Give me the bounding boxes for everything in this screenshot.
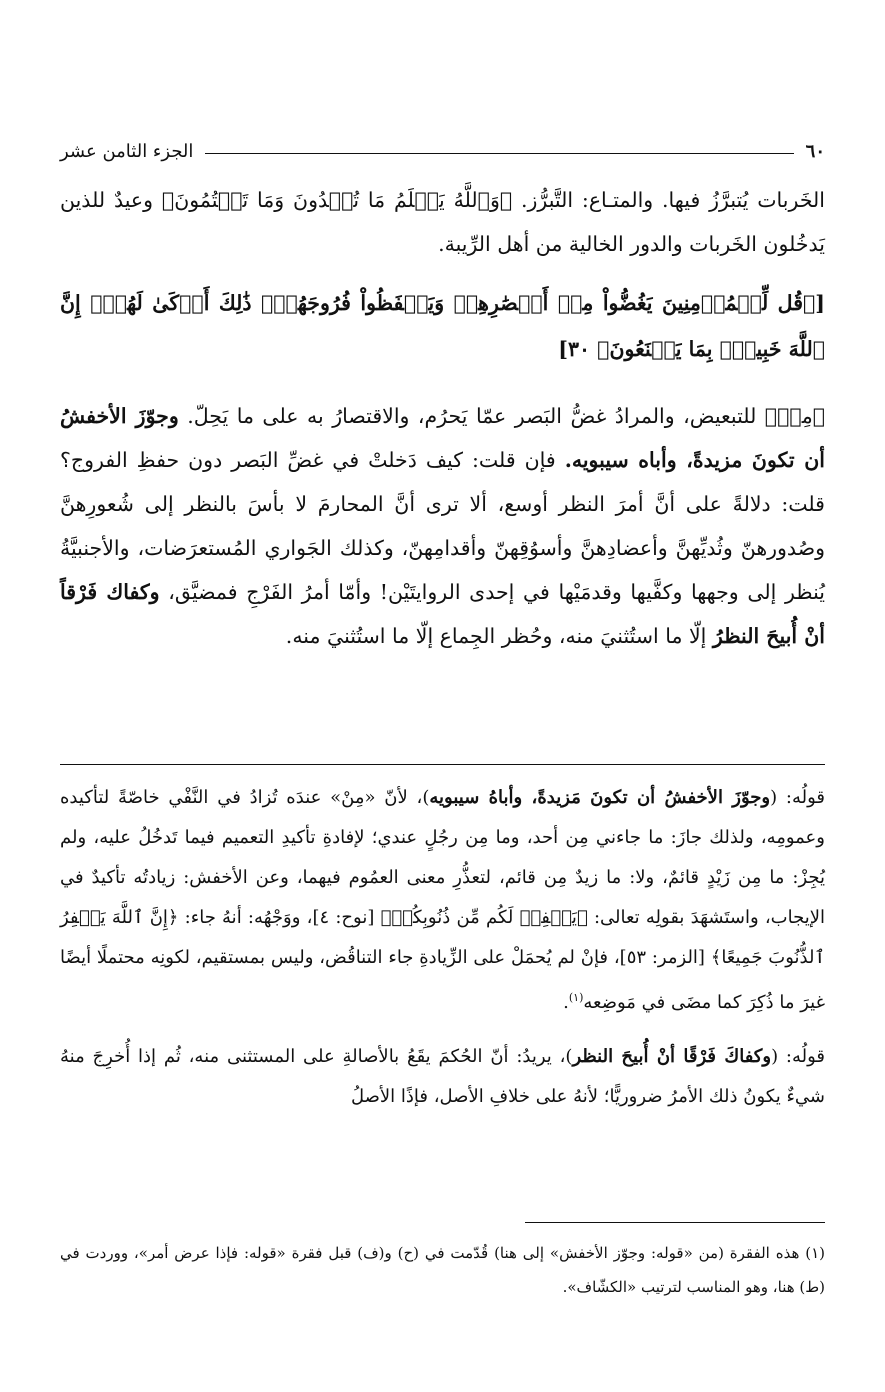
footnote-ref[interactable]: (١) — [568, 991, 584, 1004]
paragraph-1: الخَربات يُتبرَّزُ فيها. والمتـاع: التَّبرُّز. ﴿وَٱللَّهُ يَعۡلَمُ مَا تُبۡدُونَ وَمَا تَكۡتُمُونَ﴾ وعيدٌ للذين يَدخُلون الخَربات والدور الخالية من أهل الرِّيبة. — [60, 188, 825, 256]
p3-bold-2: وكفاك فَرْقاً أنْ أُبيحَ النظرُ — [60, 580, 825, 648]
p3-text-c: إلّا ما استُثنيَ منه، وحُظر الجِماع إلّا ما استُثنيَ منه. — [285, 624, 707, 648]
paragraph-3 — [60, 394, 825, 658]
part-title: الجزء الثامن عشر — [60, 140, 194, 162]
c1-open: قولُه: ( — [770, 787, 825, 808]
c1-body: )، لأنّ «مِنْ» عندَه تُزادُ في النَّفْي خاصّةً لتأكيده وعمومِه، ولذلك جازَ: ما جاءني مِن أحد، وما مِن رجُلٍ عندي؛ لإفادةِ تأكيدِ التعميم فيما تَدخُلُ عليه، ولم يُجِزْ: ما مِن زَيْدٍ قائمٌ، ولا: ما زيدٌ مِن قائم، لتعذُّرِ معنى العمُوم فيهما، وعن الأخفش: زيادتُه تأكيدٌ في الإيجاب، واستَشهَدَ بقولِه تعالى: ﴿يَغۡفِرۡ لَكُم مِّن ذُنُوبِكُمۡ﴾ [نوح: ٤]، ووَجْهُه: أنهُ جاء: ﴿إِنَّ ٱللَّهَ يَغۡفِرُ ٱلذُّنُوبَ جَمِيعًا﴾ [الزمر: ٥٣]، فإنْ لم يُحمَلْ على الزِّيادةِ جاء التناقُض، وليس بمستقيم، لكونِه محتملًا أيضًا غيرَ ما ذُكِرَ كما مضَى في مَوضِعه — [60, 787, 826, 1013]
p3-bold-1: وجوّزَ الأخفشُ أن تكونَ مزيدةً، وأباه سيبويه. — [60, 404, 825, 472]
footnote-text: (١) هذه الفقرة (من «قوله: وجوّز الأخفش» إلى هنا) قُدّمت في (ح) و(ف) قبل فقرة «قوله: فإذا عرض أمر»، ووردت في (ط) هنا، وهو المناسب لترتيب «الكشّاف». — [60, 1244, 825, 1296]
running-header — [60, 136, 825, 166]
quran-verse: [﴿قُل لِّلۡمُؤۡمِنِينَ يَغُضُّواْ مِنۡ أَبۡصَٰرِهِمۡ وَيَحۡفَظُواْ فُرُوجَهُمۡۚ ذَٰلِكَ أَزۡكَىٰ لَهُمۡۚ إِنَّ ٱللَّهَ خَبِيرُۢ بِمَا يَصۡنَعُونَ﴾ ٣٠] — [60, 291, 825, 361]
p3-text-b: فإن قلت: كيف دَخلتْ في غضِّ البَصر دون حفظِ الفروج؟ قلت: دلالةً على أنَّ أمرَ النظر أوسع، ألا ترى أنَّ المحارمَ لا بأسَ بالنظر إلى شُعورِهنَّ وصُدورهنّ وثُديِّهنَّ وأعضادِهنَّ وأسوُقِهنّ وأقدامِهنّ، وكذلك الجَواري المُستعرَضات، والأجنبيَّةُ يُنظر إلى وجهها وكفَّيها وقدمَيْها في إحدى الروايتَيْن! وأمّا أمرُ الفَرْجِ فمضيَّق، — [60, 448, 826, 604]
c2-body: )، يريدُ: أنّ الحُكمَ يقَعُ بالأصالةِ على المستثنى منه، ثُم إذا أُخرِجَ منهُ شيءٌ يكونُ ذلك الأمرُ ضروريًّا؛ لأنهُ على خلافِ الأصل، فإذًا الأصلُ — [60, 1046, 825, 1107]
c1-end: . — [563, 992, 569, 1013]
book-page — [60, 0, 825, 1392]
commentary — [60, 778, 825, 1117]
p3-text-a: ﴿مِنۡ﴾ للتبعيض، والمرادُ غضُّ البَصر عمّا يَحرُم، والاقتصارُ به على ما يَحِلّ. — [187, 404, 825, 428]
page-number: ٦٠ — [805, 140, 825, 162]
commentary-1 — [60, 778, 825, 1023]
commentary-2 — [60, 1037, 825, 1117]
commentary-separator — [60, 764, 825, 765]
c2-open: قولُه: ( — [771, 1046, 825, 1067]
footnote — [60, 1236, 825, 1304]
c2-quote: وكفاكَ فَرْقًا أنْ أُبيحَ النظر — [572, 1046, 772, 1067]
footnote-separator — [525, 1222, 825, 1223]
header-rule — [205, 153, 793, 154]
main-text — [60, 178, 825, 658]
c1-quote: وجوّزَ الأخفشُ أن تكونَ مَزيدةً، وأباهُ سيبويه — [429, 787, 771, 808]
